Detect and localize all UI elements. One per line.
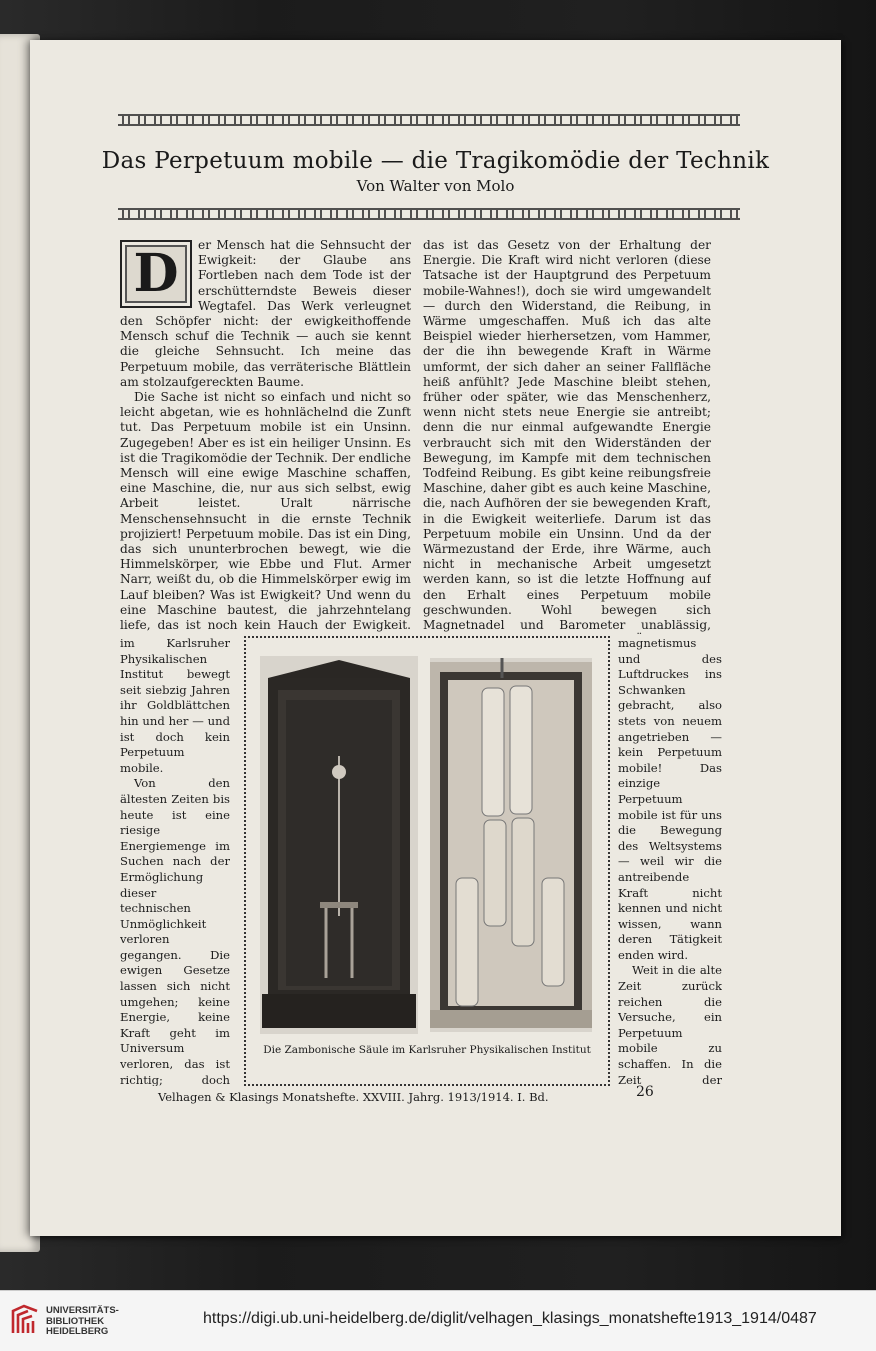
running-footer: Velhagen & Klasings Monatshefte. XXVIII. Jahrg. 1913/1914. I. Bd.: [158, 1090, 549, 1104]
photo-cabinet-closed: [260, 656, 418, 1034]
column-left-upper: [120, 238, 411, 635]
article-title: Das Perpetuum mobile — die Tragikomödie der Technik: [101, 148, 770, 174]
paragraph: Weit in die alte Zeit zurück reichen die Versuche, ein Perpetuum mobile zu schaffen. In die Zeit der: [618, 963, 722, 1086]
ornament-border-bottom: [118, 208, 740, 220]
library-logo-icon: [10, 1303, 40, 1337]
paragraph: er Mensch hat die Sehnsucht der Ewigkeit: der Glaube ans Fortleben nach dem Tode ist der erschütterndste Beweis dieser Wegtafel. Das Werk verleugnet den Schöpfer nicht: der ewigkeithoffende Mensch schuf die Technik — auch sie kennt die gleiche Sehnsucht. Ich meine das Perpetuum mobile, das verräterische Blättlein am stolzaufgereckten Baume.: [120, 238, 411, 389]
paragraph: magnetismus und des Luftdruckes ins Schwanken gebracht, also stets von neuem angetrieben — kein Perpetuum mobile! Das einzige Perpetuum mobile ist für uns die Bewegung des Weltsystems — weil wir die antreibende Kraft nicht kennen und nicht wissen, wann deren Tätigkeit enden wird.: [618, 636, 722, 962]
book-page: [30, 40, 841, 1236]
paragraph: Von den ältesten Zeiten bis heute ist eine riesige Energiemenge im Suchen nach der Ermöglichung dieser technischen Unmöglichkeit verloren gegangen. Die ewigen Gesetze lassen sich nicht umgehen; keine Energie, keine Kraft geht im Universum verloren, das ist richtig; doch: [120, 776, 230, 1086]
library-logo[interactable]: [10, 1299, 170, 1343]
library-logo-text: UNIVERSITÄTS- BIBLIOTHEK HEIDELBERG: [46, 1305, 119, 1337]
viewer-footer-bar: [0, 1290, 876, 1351]
paragraph: Die Sache ist nicht so einfach und nicht so leicht abgetan, wie es hohnlächelnd die Zunft tut. Das Perpetuum mobile ist ein Unsinn. Zugegeben! Aber es ist ein heiliger Unsinn. Es ist die Tragikomödie der Technik. Der endliche Mensch will eine ewige Maschine schaffen, eine Maschine, die, nur aus sich selbst, ewig Arbeit leistet. Uralt närrische Menschensehnsucht in die ernste Technik projiziert! Perpetuum mobile. Das ist ein Ding, das sich ununterbrochen bewegt, wie die Himmelskörper, wie Ebbe und Flut. Armer Narr, weißt du, ob die Himmelskörper ewig im Lauf bleiben? Was ist Ewigkeit? Und wenn du eine Maschine bautest, die jahrzehntelang liefe, das ist noch kein Hauch der Ewigkeit.: [120, 390, 411, 633]
dropcap-initial: D: [120, 240, 192, 308]
ornament-border-top: [118, 114, 740, 126]
paragraph: im Karlsruher Physikalischen Institut bewegt seit siebzig Jahren ihr Goldblättchen hin und her — und ist doch kein Perpetuum mobile.: [120, 636, 230, 775]
column-right-lower: [618, 636, 722, 1086]
column-left-lower: [120, 636, 230, 1086]
page-number: 26: [636, 1084, 654, 1100]
figure-caption: Die Zambonische Säule im Karlsruher Physikalischen Institut: [263, 1044, 591, 1056]
figure-box: [244, 636, 610, 1086]
photo-cabinet-open: [430, 658, 592, 1032]
paragraph: das ist das Gesetz von der Erhaltung der Energie. Die Kraft wird nicht verloren (diese Tatsache ist der Hauptgrund des Perpetuum mobile-Wahnes!), doch sie wird umgewandelt — durch den Widerstand, die Reibung, in Wärme umgeschaffen. Muß ich das alte Beispiel wieder hierhersetzen, vom Hammer, der die ihn bewegende Kraft in Wärme umformt, der sich daher an seiner Fallfläche heiß anfühlt? Jede Maschine bleibt stehen, früher oder später, wie das Menschenherz, wenn nicht stets neue Energie sie antreibt; denn die nur einmal aufgewandte Energie verbraucht sich mit den Widerständen der Bewegung, im Kampfe mit dem technischen Todfeind Reibung. Es gibt keine reibungsfreie Maschine, daher gibt es auch keine Maschine, die, nach Aufhören der sie bewegenden Kraft, in die Ewigkeit weiterliefe. Darum ist das Perpetuum mobile ein Unsinn. Und da der Wärmezustand der Erde, ihre Wärme, auch nicht in mechanische Arbeit umgesetzt werden kann, so ist die letzte Hoffnung auf den Erhalt eines Perpetuum mobile geschwunden. Wohl bewegen sich Magnetnadel und Barometer unablässig,: [423, 238, 711, 633]
article-byline: Von Walter von Molo: [356, 177, 515, 195]
column-right-upper: [423, 238, 711, 635]
permalink-url[interactable]: https://digi.ub.uni-heidelberg.de/diglit/velhagen_klasings_monatshefte1913_1914/0487: [203, 1310, 817, 1327]
